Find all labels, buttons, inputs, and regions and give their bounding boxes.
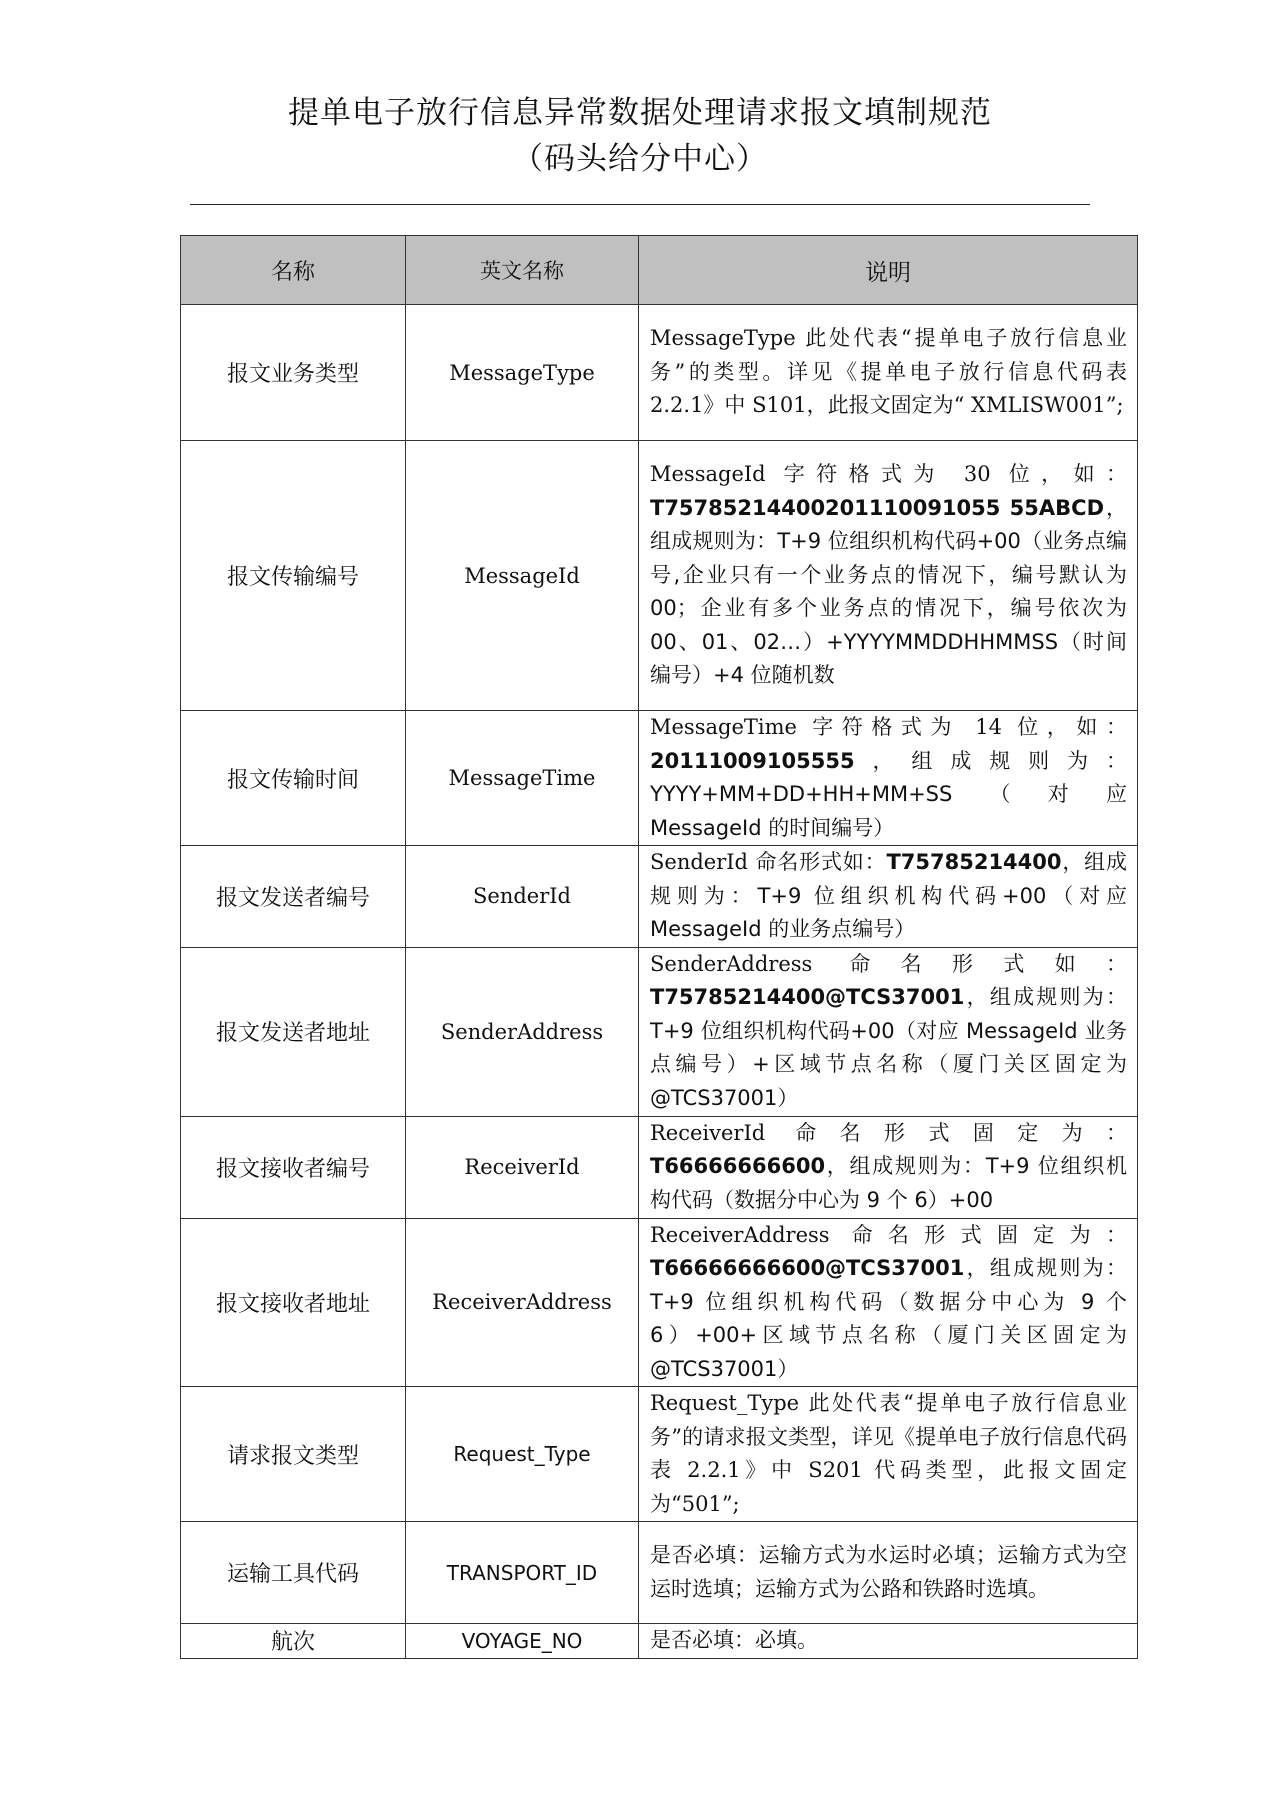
row-name: 报文传输编号: [181, 441, 406, 711]
table-header-row: [181, 236, 1138, 305]
row-description: [639, 1522, 1138, 1624]
row-english-name: MessageId: [406, 441, 639, 711]
desc-text: ReceiverAddress 命名形式固定为：: [650, 1222, 1127, 1247]
table-row: [181, 1116, 1138, 1218]
table-row: [181, 1522, 1138, 1624]
table-row: [181, 1218, 1138, 1387]
header-english-name: 英文名称: [406, 236, 639, 305]
row-description: [639, 711, 1138, 846]
desc-text: ReceiverId 命名形式固定为：: [650, 1120, 1127, 1145]
table-row: [181, 947, 1138, 1116]
row-description: [639, 947, 1138, 1116]
row-description: [639, 1218, 1138, 1387]
row-name: 报文发送者地址: [181, 947, 406, 1116]
row-name: 报文发送者编号: [181, 846, 406, 948]
row-description: [639, 441, 1138, 711]
row-name: 报文接收者地址: [181, 1218, 406, 1387]
desc-rule: ，组成规则为：T+9 位组织机构代码+00（业务点编号,企业只有一个业务点的情况下，编号默认为 00；企业有多个业务点的情况下，编号依次为 00、01、02…）+YYYYMMDDHHMMSS（时间编号）+4 位随机数: [650, 495, 1127, 688]
row-english-name: SenderAddress: [406, 947, 639, 1116]
table-row: [181, 441, 1138, 711]
desc-rule: ，组成规则为：T+9 位组织机构代码（数据分中心为 9 个 6）+00+区域节点名称（厦门关区固定为@TCS37001）: [650, 1256, 1127, 1381]
desc-example: T75785214400@TCS37001: [650, 985, 965, 1010]
row-description: [639, 1624, 1138, 1659]
desc-example: T66666666600@TCS37001: [650, 1256, 965, 1280]
row-english-name: SenderId: [406, 846, 639, 948]
desc-text: SenderAddress 命名形式如：: [650, 951, 1127, 976]
title-divider: [190, 204, 1090, 205]
desc-text: MessageTime 字符格式为 14 位，如：: [650, 715, 1127, 739]
row-name: 运输工具代码: [181, 1522, 406, 1624]
desc-text: MessageType 此处代表“提单电子放行信息业务”的类型。详见《提单电子放行信息代码表 2.2.1》中 S101，此报文固定为“ XMLISW001”;: [650, 326, 1127, 418]
table-row: [181, 1624, 1138, 1659]
row-name: 报文传输时间: [181, 711, 406, 846]
desc-text: Request_Type 此处代表“提单电子放行信息业务”的请求报文类型，详见《提单电子放行信息代码表 2.2.1》中 S201 代码类型，此报文固定为“501”;: [650, 1391, 1127, 1516]
table-row: [181, 711, 1138, 846]
row-description: [639, 305, 1138, 441]
table-row: [181, 305, 1138, 441]
desc-rule: ，组成规则为：T+9 位组织机构代码+00（对应 MessageId 业务点编号）+区域节点名称（厦门关区固定为@TCS37001）: [650, 985, 1127, 1110]
row-english-name: ReceiverId: [406, 1116, 639, 1218]
desc-rule: ，组成规则为：T+9 位组织机构代码+00（对应 MessageId 的业务点编号）: [650, 850, 1127, 941]
header-description: 说明: [639, 236, 1138, 305]
row-english-name: Request_Type: [406, 1387, 639, 1522]
desc-example: T75785214400: [886, 850, 1062, 874]
document-title: [0, 90, 1280, 182]
desc-example: 20111009105555: [650, 748, 855, 773]
row-description: [639, 1387, 1138, 1522]
title-line-1: 提单电子放行信息异常数据处理请求报文填制规范: [288, 95, 992, 131]
desc-example: T75785214400201110091055 55ABCD: [650, 495, 1105, 520]
desc-rule: ，组成规则为：T+9 位组织机构代码（数据分中心为 9 个 6）+00: [650, 1154, 1127, 1212]
row-english-name: MessageType: [406, 305, 639, 441]
desc-rule: ，组成规则为：YYYY+MM+DD+HH+MM+SS（对应 MessageId 的时间编号）: [650, 748, 1127, 840]
row-name: 报文接收者编号: [181, 1116, 406, 1218]
table-row: [181, 1387, 1138, 1522]
row-english-name: TRANSPORT_ID: [406, 1522, 639, 1624]
desc-text: 是否必填：必填。: [650, 1628, 818, 1652]
header-name: 名称: [181, 236, 406, 305]
row-name: 请求报文类型: [181, 1387, 406, 1522]
row-description: [639, 1116, 1138, 1218]
row-english-name: VOYAGE_NO: [406, 1624, 639, 1659]
title-line-2: （码头给分中心）: [512, 141, 768, 177]
row-name: 报文业务类型: [181, 305, 406, 441]
spec-table: [180, 235, 1138, 1659]
desc-text: SenderId 命名形式如：: [650, 850, 887, 874]
desc-example: T66666666600: [650, 1154, 826, 1179]
row-description: [639, 846, 1138, 948]
table-row: [181, 846, 1138, 948]
desc-text: 是否必填：运输方式为水运时必填；运输方式为空运时选填；运输方式为公路和铁路时选填。: [650, 1543, 1127, 1601]
desc-text: MessageId 字符格式为 30 位，如：: [650, 462, 1127, 487]
row-name: 航次: [181, 1624, 406, 1659]
row-english-name: MessageTime: [406, 711, 639, 846]
row-english-name: ReceiverAddress: [406, 1218, 639, 1387]
